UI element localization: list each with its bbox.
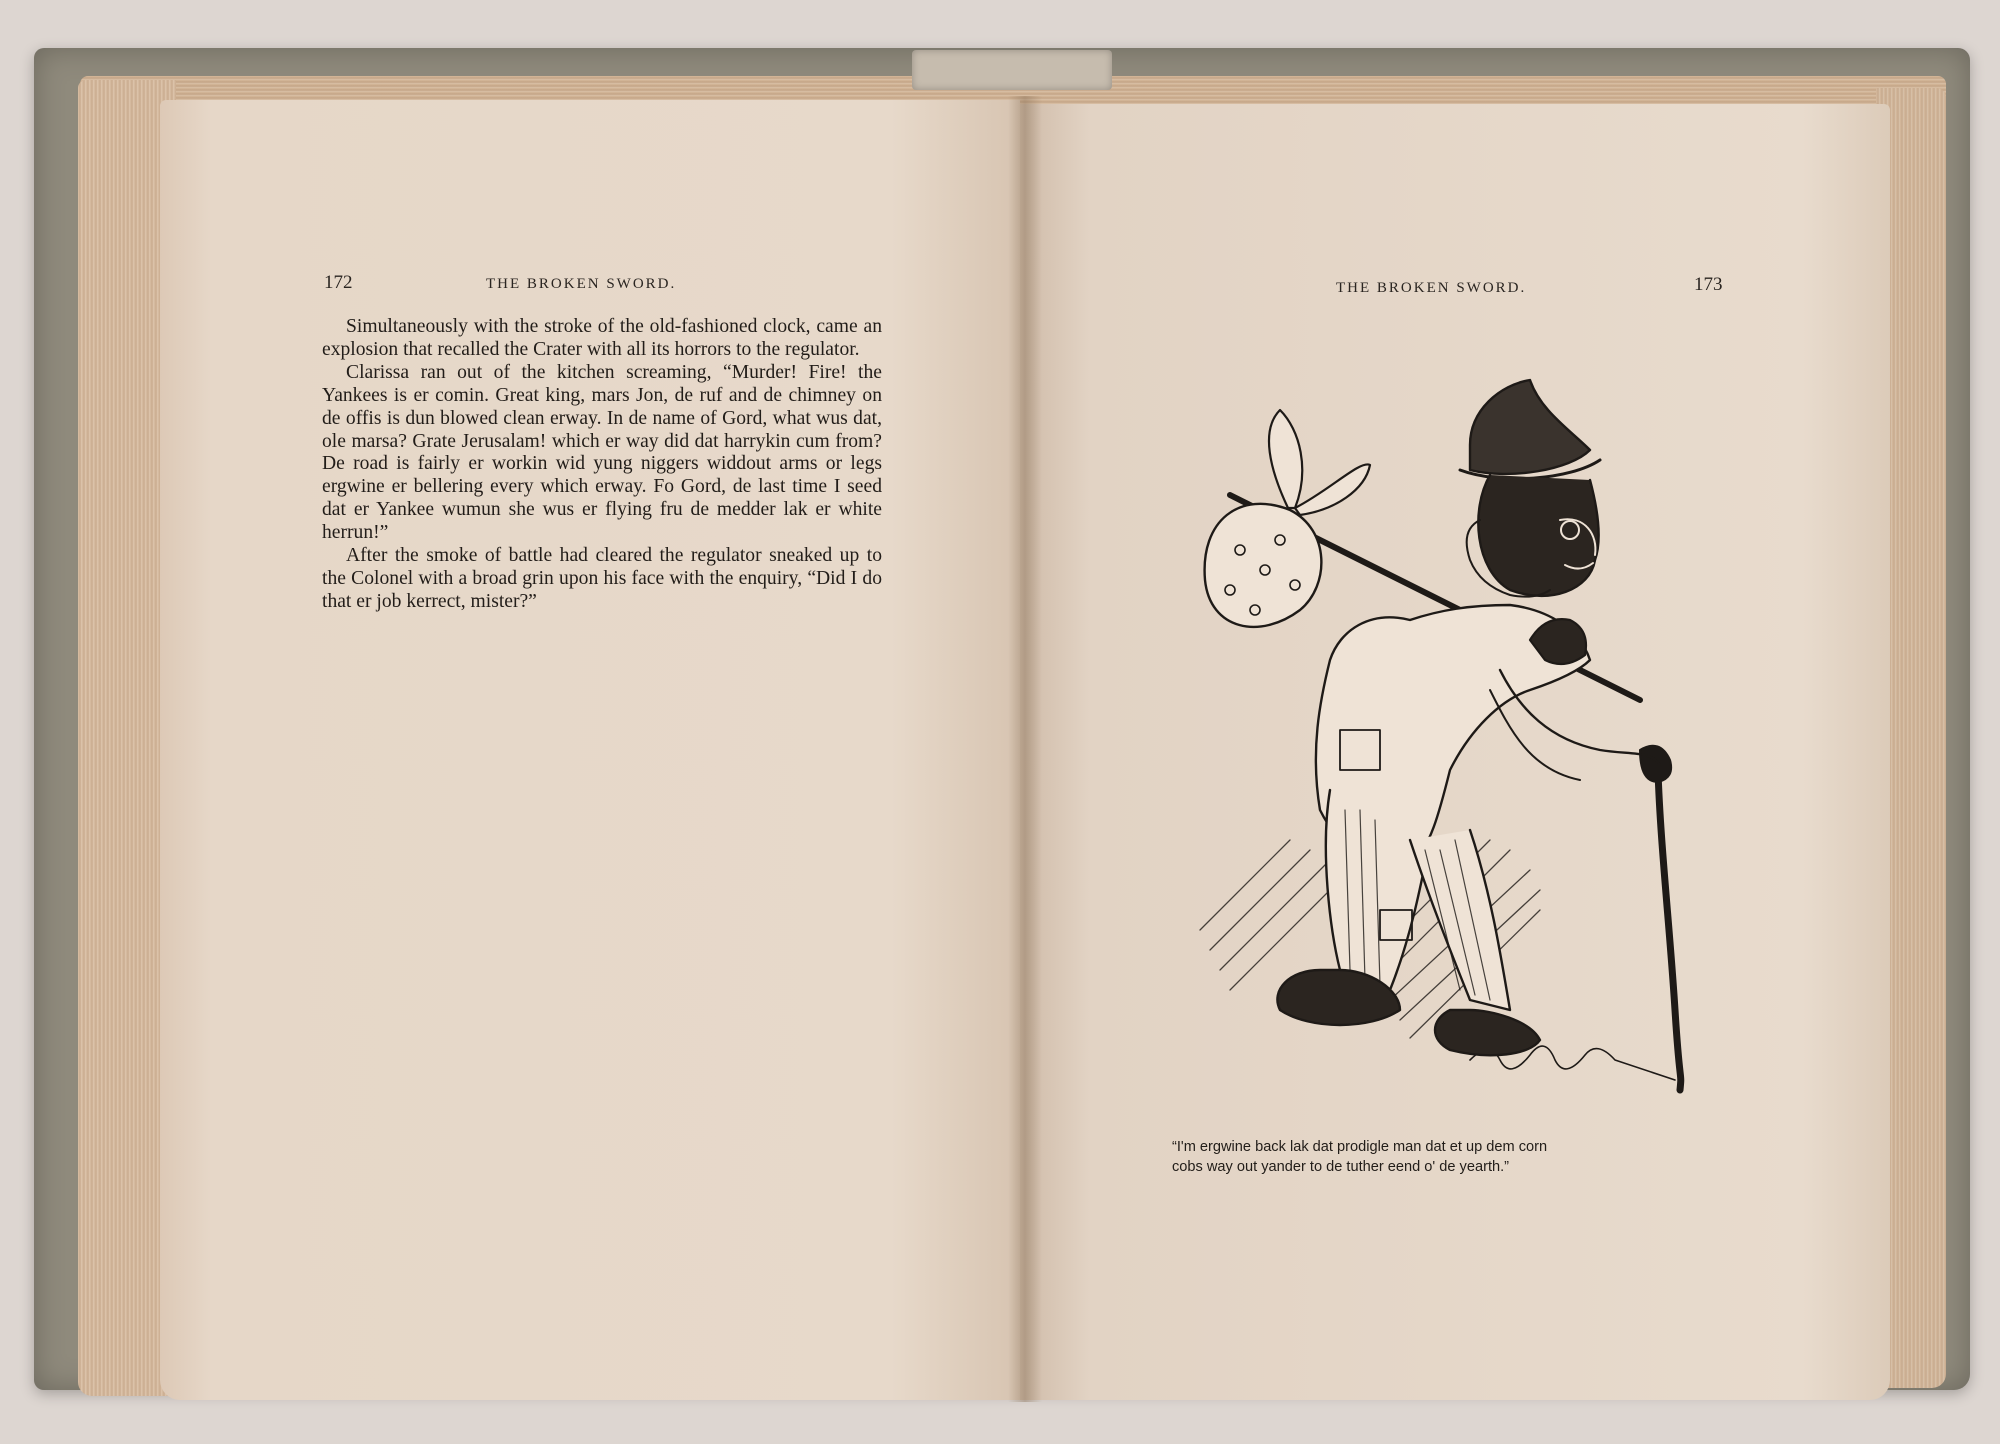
spine-damage bbox=[912, 50, 1112, 90]
page-number-left: 172 bbox=[324, 272, 353, 293]
left-page-text bbox=[322, 316, 882, 614]
man-with-cane-illustration bbox=[1170, 370, 1710, 1150]
running-head-left: THE BROKEN SWORD. bbox=[486, 276, 677, 292]
paragraph-3: After the smoke of battle had cleared the regulator sneaked up to the Colonel with a broad grin upon his face with the enquiry, “Did I do that er job kerrect, mister?” bbox=[322, 545, 882, 612]
caption-line-1: “I'm ergwine back lak dat prodigle man dat et up dem corn bbox=[1172, 1139, 1548, 1155]
page-number-right: 173 bbox=[1694, 274, 1723, 295]
illustration-caption bbox=[1172, 1137, 1732, 1177]
running-head-right: THE BROKEN SWORD. bbox=[1336, 280, 1527, 296]
left-page bbox=[160, 100, 1020, 1400]
book-gutter bbox=[1008, 96, 1042, 1402]
paragraph-2: Clarissa ran out of the kitchen screaming, “Murder! Fire! the Yankees is er comin. Great king, mars Jon, de ruf and de chimney on de offis is dun blowed clean erway. In de name of Gord, what wus dat, ole marsa? Grate Jerusalam! which er way did dat harrykin cum from? De road is fairly er workin wid yung niggers widdout arms or legs ergwine er bellering every which erway. Fo Gord, de last time I seed dat er Yankee wumun she wus er flying fru de medder lak er white herrun!” bbox=[322, 361, 882, 544]
paragraph-1: Simultaneously with the stroke of the old-fashioned clock, came an explosion that recalled the Crater with all its horrors to the regulator. bbox=[322, 316, 882, 360]
caption-line-2: cobs way out yander to de tuther eend o' de yearth.” bbox=[1172, 1159, 1510, 1175]
